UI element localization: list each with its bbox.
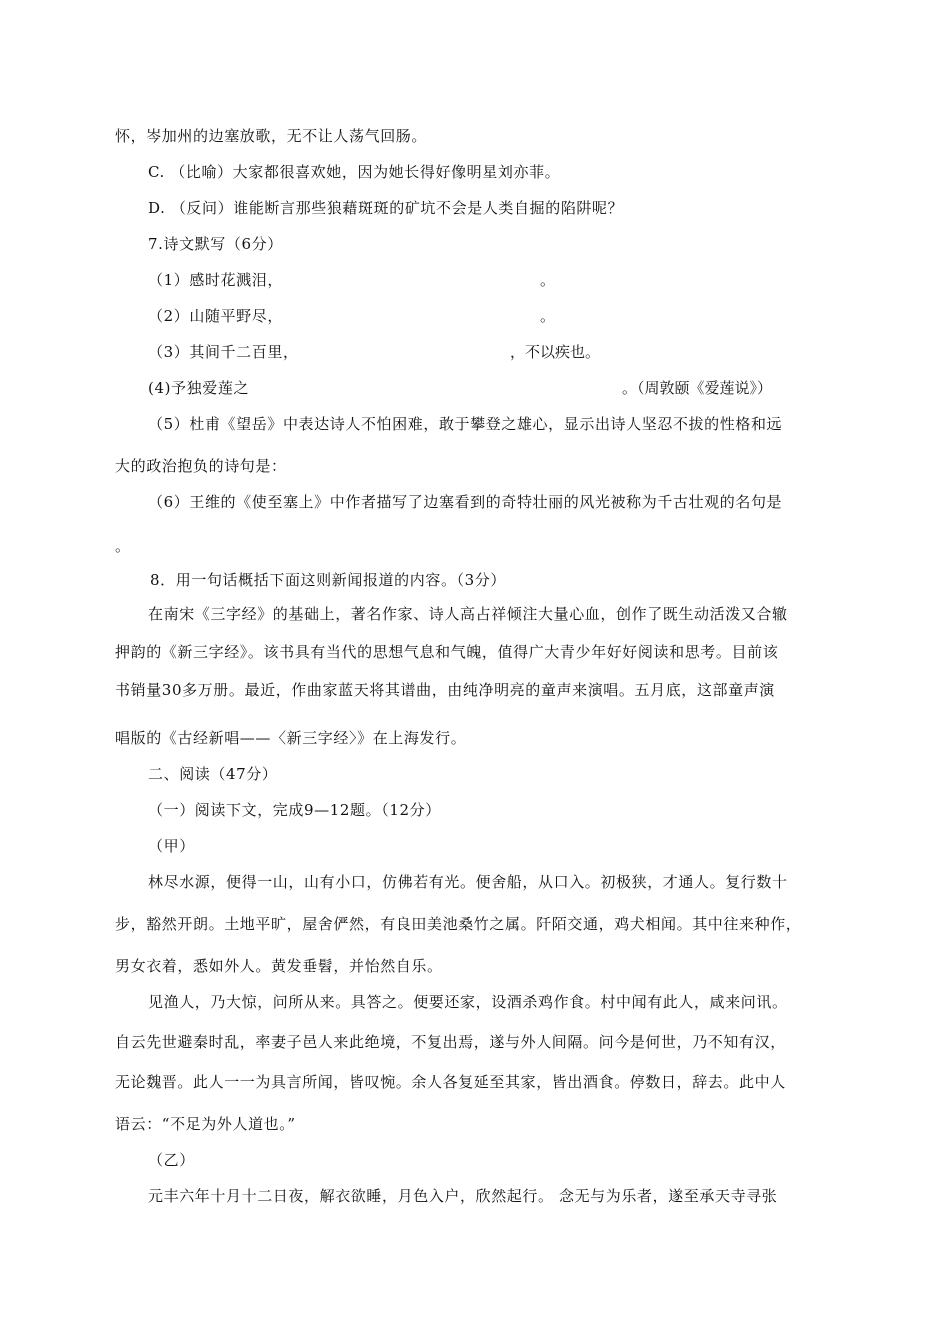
passage-line: 林尽水源，便得一山，山有小口，仿佛若有光。便舍船，从口入。初极狭，才通人。复行数十 [148, 873, 788, 891]
passage-line: 无论魏晋。此人一一为具言所闻，皆叹惋。余人各复延至其家，皆出酒食。停数日，辞去。此中人 [115, 1073, 786, 1091]
passage-line: 步，豁然开朗。土地平旷，屋舍俨然，有良田美池桑竹之属。阡陌交通，鸡犬相闻。其中往来种作， [115, 915, 802, 933]
question-7-heading: 7.诗文默写（6分） [148, 235, 283, 253]
passage-line: 男女衣着，悉如外人。黄发垂髫，并怡然自乐。 [115, 957, 443, 975]
passage-line: 元丰六年十月十二日夜，解衣欲睡，月色入户，欣然起行。 念无与为乐者，遂至承天寺寻张 [148, 1187, 778, 1205]
text-line: 怀，岑加州的边塞放歌，无不让人荡气回肠。 [115, 127, 428, 145]
section-heading: 二、阅读（47分） [148, 765, 278, 783]
blank-6: （6）王维的《使至塞上》中作者描写了边塞看到的奇特壮丽的风光被称为千古壮观的名句是 [148, 493, 783, 511]
blank-1: （1）感时花溅泪， [148, 271, 283, 289]
blank-4: (4)予独爱莲之 [148, 379, 250, 397]
news-paragraph: 书销量30多万册。最近，作曲家蓝天将其谱曲，由纯净明亮的童声来演唱。五月底，这部童声演 [115, 681, 775, 699]
blank-1-end: 。 [540, 271, 556, 289]
blank-6-end: 。 [115, 537, 131, 555]
text-b-label: （乙） [148, 1151, 195, 1169]
blank-3-end: ，不以疾也。 [510, 343, 601, 361]
blank-2-end: 。 [540, 307, 556, 325]
news-paragraph: 唱版的《古经新唱——〈新三字经〉》在上海发行。 [115, 729, 467, 747]
subsection-heading: （一）阅读下文，完成9—12题。（12分） [148, 801, 441, 819]
blank-5-cont: 大的政治抱负的诗句是： [115, 457, 287, 475]
news-paragraph: 在南宋《三字经》的基础上，著名作家、诗人高占祥倾注大量心血，创作了既生动活泼又合辙 [148, 605, 788, 623]
option-c: C. （比喻）大家都很喜欢她，因为她长得好像明星刘亦菲。 [148, 163, 561, 181]
passage-line: 语云：“不足为外人道也。” [115, 1115, 296, 1133]
text-a-label: （甲） [148, 837, 195, 855]
blank-4-end: 。（周敦颐《爱莲说》） [622, 379, 773, 397]
blank-2: （2）山随平野尽， [148, 307, 283, 325]
passage-line: 自云先世避秦时乱，率妻子邑人来此绝境，不复出焉，遂与外人间隔。问今是何世，乃不知有汉， [115, 1033, 786, 1051]
blank-5: （5）杜甫《望岳》中表达诗人不怕困难，敢于攀登之雄心，显示出诗人坚忍不拔的性格和远 [148, 415, 783, 433]
question-8-heading: 8．用一句话概括下面这则新闻报道的内容。（3分） [150, 571, 506, 589]
option-d: D. （反问）谁能断言那些狼藉斑斑的矿坑不会是人类自掘的陷阱呢？ [148, 199, 624, 217]
news-paragraph: 押韵的《新三字经》。该书具有当代的思想气息和气魄，值得广大青少年好好阅读和思考。目前该 [115, 643, 779, 661]
passage-line: 见渔人，乃大惊，问所从来。具答之。便要还家，设酒杀鸡作食。村中闻有此人，咸来问讯。 [148, 993, 788, 1011]
blank-3: （3）其间千二百里， [148, 343, 299, 361]
